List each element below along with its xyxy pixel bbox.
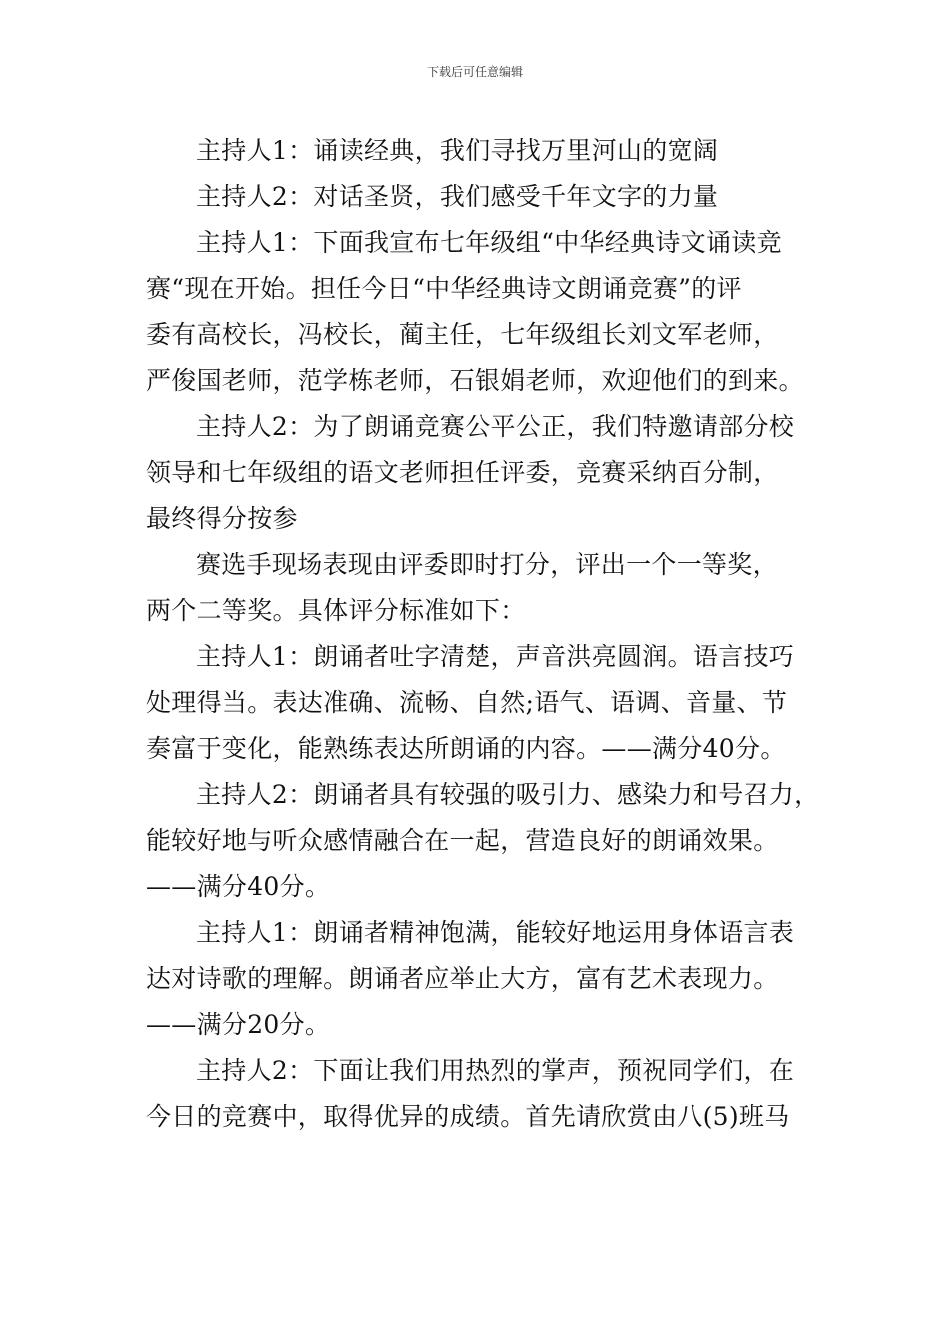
paragraph	[146, 220, 826, 404]
paragraph-line: 领导和七年级组的语文老师担任评委，竞赛采纳百分制，	[146, 458, 779, 487]
paragraph-line: 主持人2：下面让我们用热烈的掌声，预祝同学们，在	[196, 1056, 795, 1085]
paragraph-line: 主持人1：朗诵者精神饱满，能较好地运用身体语言表	[196, 918, 795, 947]
paragraph-line: 严俊国老师，范学栋老师，石银娟老师，欢迎他们的到来。	[146, 366, 804, 395]
paragraph-line: ——满分40分。	[146, 872, 331, 901]
paragraph-line: 委有高校长，冯校长，蔺主任，七年级组长刘文军老师，	[146, 320, 779, 349]
paragraph	[146, 404, 826, 542]
paragraph-line: ——满分20分。	[146, 1010, 331, 1039]
paragraph-line: 能较好地与听众感情融合在一起，营造良好的朗诵效果。	[146, 826, 779, 855]
paragraph	[146, 128, 826, 174]
paragraph	[146, 1048, 826, 1140]
paragraph-line: 两个二等奖。具体评分标准如下：	[146, 596, 526, 625]
paragraph-line: 主持人2：为了朗诵竞赛公平公正，我们特邀请部分校	[196, 412, 795, 441]
paragraph-line: 达对诗歌的理解。朗诵者应举止大方，富有艺术表现力。	[146, 964, 779, 993]
paragraph-line: 今日的竞赛中，取得优异的成绩。首先请欣赏由八(5)班马	[146, 1102, 790, 1131]
document-body	[146, 128, 826, 1140]
paragraph-line: 奏富于变化，能熟练表达所朗诵的内容。——满分40分。	[146, 734, 786, 763]
paragraph	[146, 772, 826, 910]
paragraph-line: 赛“现在开始。担任今日“中华经典诗文朗诵竞赛”的评	[146, 274, 742, 303]
paragraph-line: 赛选手现场表现由评委即时打分，评出一个一等奖，	[196, 550, 778, 579]
header-note: 下载后可任意编辑	[426, 65, 523, 79]
paragraph	[146, 634, 826, 772]
paragraph-line: 主持人2：对话圣贤，我们感受千年文字的力量	[196, 182, 719, 211]
paragraph-line: 主持人1：诵读经典，我们寻找万里河山的宽阔	[196, 136, 719, 165]
paragraph-line: 最终得分按参	[146, 504, 298, 533]
paragraph-line: 主持人2：朗诵者具有较强的吸引力、感染力和号召力，	[196, 780, 820, 809]
paragraph-line: 主持人1：下面我宣布七年级组“中华经典诗文诵读竞	[196, 228, 782, 257]
paragraph-line: 主持人1：朗诵者吐字清楚，声音洪亮圆润。语言技巧	[196, 642, 795, 671]
paragraph	[146, 542, 826, 634]
paragraph	[146, 910, 826, 1048]
paragraph	[146, 174, 826, 220]
paragraph-line: 处理得当。表达准确、流畅、自然;语气、语调、音量、节	[146, 688, 788, 717]
